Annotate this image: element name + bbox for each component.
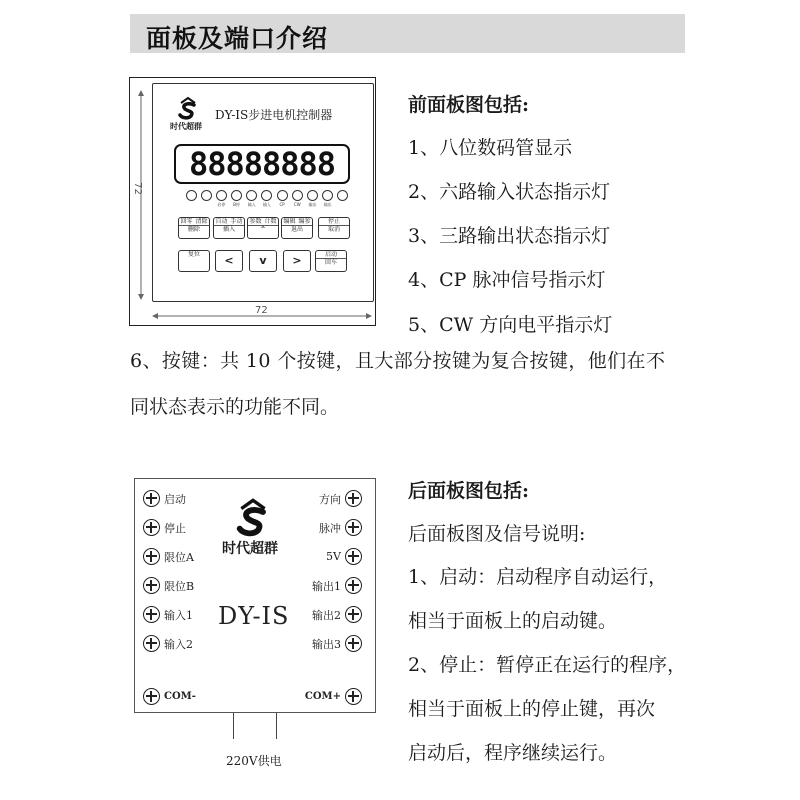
led-circle-icon	[186, 190, 197, 201]
terminal-com-minus: COM-	[143, 688, 196, 705]
led-circle-icon	[307, 190, 318, 201]
indicator-led	[184, 190, 198, 210]
led-label: 输出	[308, 202, 317, 207]
indicator-led	[214, 190, 228, 210]
led-label: 启停	[217, 202, 226, 207]
indicator-led-row	[184, 190, 350, 210]
led-label: CW	[293, 202, 301, 207]
terminal-plus-icon	[345, 519, 362, 536]
terminal-plus-icon	[345, 490, 362, 507]
terminal-plus-icon	[345, 548, 362, 565]
led-circle-icon	[216, 190, 227, 201]
front-panel-model: DY-IS步进电机控制器	[215, 108, 333, 122]
indicator-led	[306, 190, 320, 210]
rear-line-2: 1、启动：启动程序自动运行，	[408, 566, 668, 588]
front-item-3: 3、三路输出状态指示灯	[408, 225, 611, 247]
rear-line-1: 后面板图及信号说明:	[408, 523, 586, 545]
indicator-led	[245, 190, 259, 210]
front-item-6-line1: 6、按键：共 10 个按键，且大部分按键为复合按键，他们在不	[130, 350, 666, 372]
terminal-plus-icon	[143, 548, 160, 565]
terminal-input-1: 输入1	[143, 606, 193, 623]
rear-line-3: 相当于面板上的启动键。	[408, 610, 618, 632]
rear-line-6: 启动后，程序继续运行。	[408, 742, 618, 764]
terminal-plus-icon	[143, 519, 160, 536]
led-circle-icon	[292, 190, 303, 201]
terminal-plus-icon	[143, 490, 160, 507]
key-left[interactable]: <	[215, 250, 243, 272]
led-circle-icon	[322, 190, 333, 201]
power-wire-left	[233, 713, 234, 739]
indicator-led	[321, 190, 335, 210]
key-home-clear[interactable]: 回零 清除 删除	[178, 217, 210, 239]
key-stop-cancel[interactable]: 停止 取消	[318, 217, 350, 239]
terminal-plus-icon	[143, 635, 160, 652]
terminal-limit-b: 限位B	[143, 577, 194, 594]
front-item-1: 1、八位数码管显示	[408, 137, 573, 159]
terminal-direction: 方向	[319, 490, 362, 507]
led-circle-icon	[277, 190, 288, 201]
key-down[interactable]: v	[249, 250, 277, 272]
led-circle-icon	[261, 190, 272, 201]
key-reset[interactable]: 复位	[178, 250, 210, 272]
terminal-com-plus: COM+	[305, 688, 362, 705]
terminal-start: 启动	[143, 490, 186, 507]
led-circle-icon	[201, 190, 212, 201]
terminal-5v: 5V	[326, 548, 362, 565]
logo-icon	[177, 96, 199, 120]
front-item-6-line2: 同状态表示的功能不同。	[130, 396, 340, 418]
led-label: B停	[233, 202, 240, 207]
seven-segment-display: 88888888	[174, 144, 350, 184]
front-heading: 前面板图包括:	[408, 94, 530, 116]
front-item-5: 5、CW 方向电平指示灯	[408, 314, 613, 336]
indicator-led	[230, 190, 244, 210]
key-param-count[interactable]: 参数 计数 ^	[247, 217, 279, 239]
led-circle-icon	[337, 190, 348, 201]
terminal-plus-icon	[345, 688, 362, 705]
power-label: 220V供电	[226, 754, 282, 768]
terminal-output-3: 输出3	[312, 635, 362, 652]
indicator-led	[260, 190, 274, 210]
power-wire-right	[276, 713, 277, 739]
key-edit-exit[interactable]: 编辑 编参 退出	[281, 217, 313, 239]
indicator-led	[336, 190, 350, 210]
indicator-led	[275, 190, 289, 210]
logo-text: 时代超群	[170, 122, 202, 131]
led-label: 输入	[247, 202, 256, 207]
indicator-led	[290, 190, 304, 210]
led-label: 输入	[262, 202, 271, 207]
key-start-enter[interactable]: 启动 回车	[315, 250, 347, 272]
rear-heading: 后面板图包括:	[408, 480, 530, 502]
terminal-plus-icon	[345, 635, 362, 652]
dimension-line-vertical	[136, 90, 146, 300]
front-item-4: 4、CP 脉冲信号指示灯	[408, 269, 606, 291]
terminal-pulse: 脉冲	[319, 519, 362, 536]
rear-line-4: 2、停止：暂停正在运行的程序，	[408, 654, 687, 676]
led-label: CP	[279, 202, 285, 207]
terminal-stop: 停止	[143, 519, 186, 536]
terminal-plus-icon	[143, 688, 160, 705]
led-label: 输出	[323, 202, 332, 207]
key-auto-manual[interactable]: 自动 手动 插入	[213, 217, 245, 239]
dimension-label-vertical: 72	[131, 182, 143, 195]
front-item-2: 2、六路输入状态指示灯	[408, 181, 611, 203]
led-circle-icon	[246, 190, 257, 201]
terminal-plus-icon	[143, 577, 160, 594]
led-circle-icon	[231, 190, 242, 201]
terminal-plus-icon	[345, 606, 362, 623]
terminal-plus-icon	[143, 606, 160, 623]
rear-logo-text: 时代超群	[222, 541, 278, 557]
terminal-plus-icon	[345, 577, 362, 594]
rear-logo-icon	[233, 497, 273, 537]
terminal-output-1: 输出1	[312, 577, 362, 594]
terminal-output-2: 输出2	[312, 606, 362, 623]
terminal-limit-a: 限位A	[143, 548, 194, 565]
rear-model: DY-IS	[218, 602, 290, 630]
key-right[interactable]: >	[283, 250, 311, 272]
indicator-led	[199, 190, 213, 210]
rear-line-5: 相当于面板上的停止键，再次	[408, 698, 656, 720]
section-header	[130, 14, 685, 53]
terminal-input-2: 输入2	[143, 635, 193, 652]
section-title: 面板及端口介绍	[146, 24, 329, 53]
dimension-label-horizontal: 72	[255, 305, 268, 316]
